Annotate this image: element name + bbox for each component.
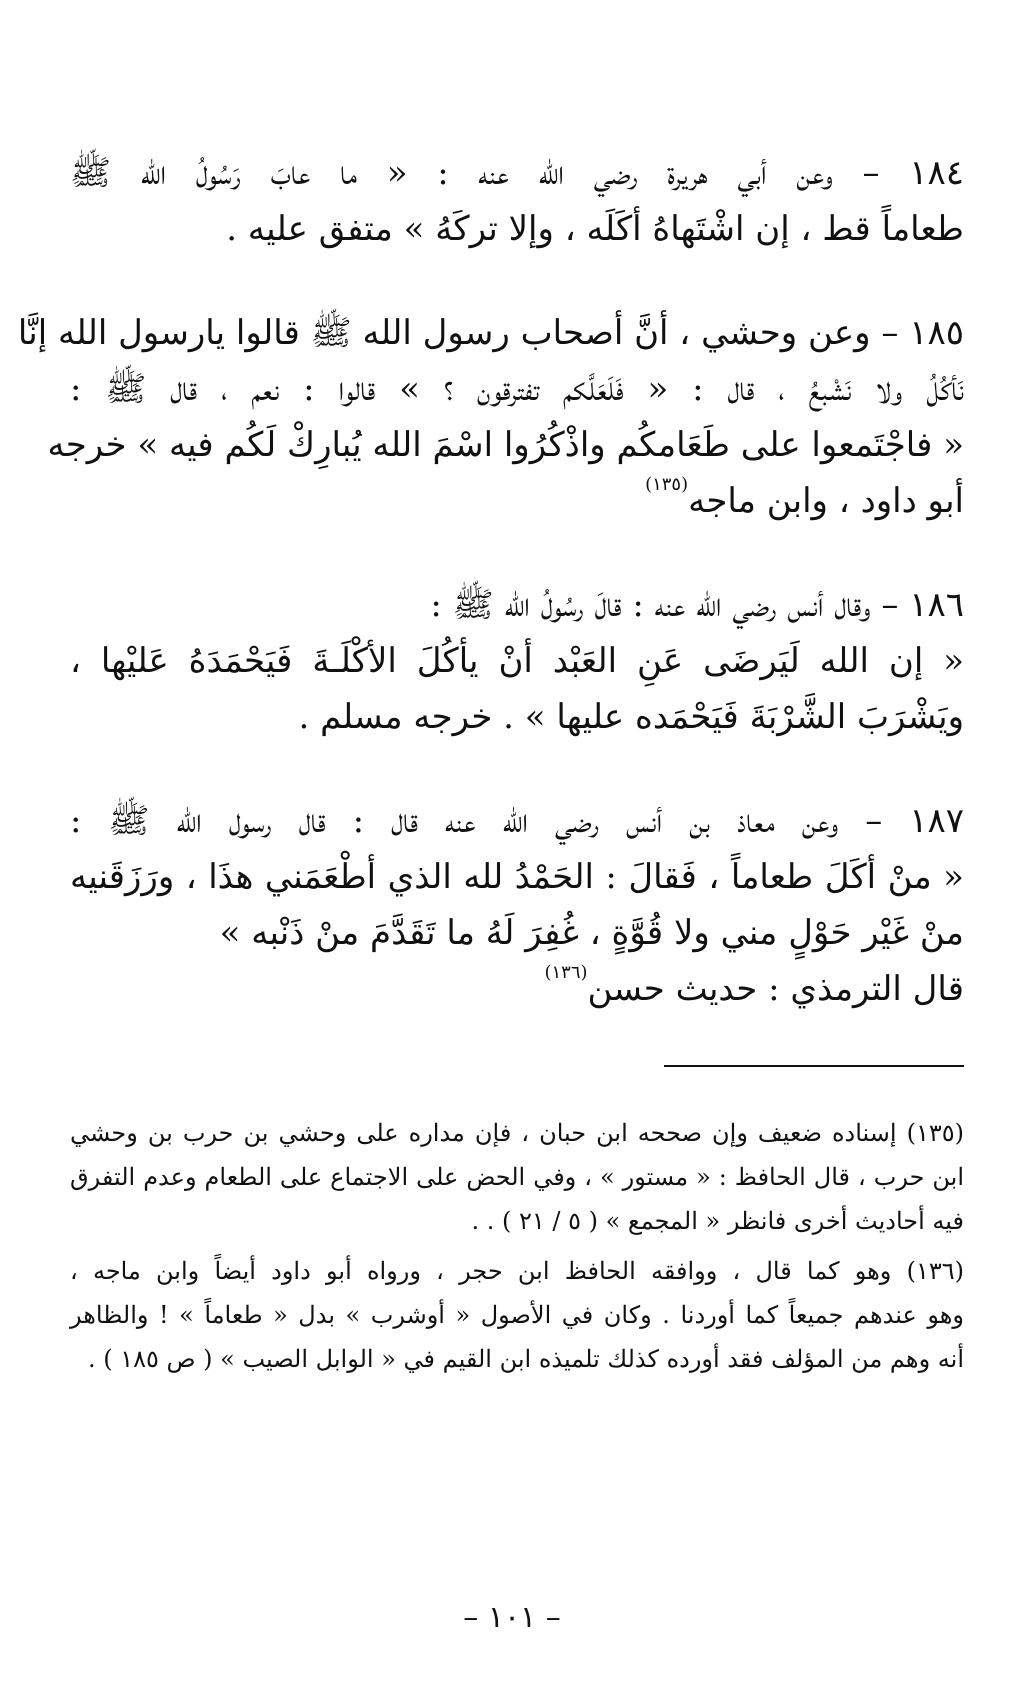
text-line: نَأكُلُ ولا نَشْبعُ ، قال : « فَلَعَلَّكم تفترقون ؟ » قالوا : نعم ، قال ﷺ : — [70, 369, 964, 409]
text-segment: قال الترمذي : حديث حسن — [587, 969, 964, 1009]
text-segment: أبو داود ، وابن ماجه — [688, 481, 964, 521]
footnote-divider — [664, 1065, 964, 1067]
text-line-with-footnote: أبو داود ، وابن ماجه(١٣٥) — [645, 473, 964, 521]
text-line: « منْ أكَلَ طعاماً ، فَقالَ : الحَمْدُ لله الذي أطْعَمَني هذَا ، ورَزَقَنيه — [70, 857, 964, 897]
text-line: « إن الله لَيَرضَى عَنِ العَبْد أنْ يأكُلَ الأكْلَـةَ فَيَحْمَدَهُ عَليْها ، — [70, 641, 965, 681]
text-line: طعاماً قط ، إن اشْتَهاهُ أكَلَه ، وإلا تركَهُ » متفق عليه . — [226, 209, 964, 249]
text-line: ١٨٧ – وعن معاذ بن أنس رضي الله عنه قال : قال رسول الله ﷺ : — [70, 801, 964, 841]
page-number: – ١٠١ – — [463, 1600, 561, 1635]
hadith-186 — [70, 577, 964, 745]
footnote-line: (١٣٦) وهو كما قال ، ووافقه الحافظ ابن حجر ، ورواه أبو داود أيضاً وابن ماجه ، — [70, 1257, 964, 1285]
text-line: « فاجْتَمعوا على طَعَامكُم واذْكُرُوا اسْمَ الله يُبارِكْ لَكُم فيه » خرجه — [47, 425, 964, 465]
text-line: ويَشْرَبَ الشَّرْبَةَ فَيَحْمَده عليها » . خرجه مسلم . — [298, 697, 964, 737]
text-line: ١٨٦ – وقال أنس رضي الله عنه : قالَ رسُولُ الله ﷺ : — [430, 585, 964, 625]
footnote-line: أنه وهم من المؤلف فقد أورده كذلك تلميذه ابن القيم في « الوابل الصيب » ( ص ١٨٥ ) . — [87, 1345, 964, 1373]
hadith-185 — [17, 305, 964, 529]
footnote-136 — [70, 1249, 964, 1381]
text-line: ١٨٤ – وعن أبي هريرة رضي الله عنه : « ما عابَ رَسُولُ الله ﷺ — [70, 153, 964, 193]
footnote-line: فيه أحاديث أخرى فانظر « المجمع » ( ٥ / ٢١ ) . . — [471, 1207, 964, 1235]
footnote-line: ابن حرب ، قال الحافظ : « مستور » ، وفي الحض على الاجتماع على الطعام وعدم التفرق — [70, 1163, 964, 1191]
footnote-135 — [70, 1111, 964, 1243]
text-line: منْ غَيْر حَوْلٍ مني ولا قُوَّةٍ ، غُفِرَ لَهُ ما تَقَدَّمَ منْ ذَنْبه » — [219, 913, 964, 953]
footnote-line: وهو عندهم جميعاً كما أوردنا . وكان في الأصول « أوشرب » بدل « طعاماً » ! والظاهر — [70, 1301, 964, 1329]
text-line: ١٨٥ – وعن وحشي ، أنَّ أصحاب رسول الله ﷺ قالوا يارسول الله إنَّا — [17, 313, 964, 353]
hadith-187 — [70, 793, 964, 1017]
hadith-184 — [70, 145, 964, 257]
text-line-with-footnote: قال الترمذي : حديث حسن(١٣٦) — [544, 961, 964, 1009]
footnote-line: (١٣٥) إسناده ضعيف وإن صححه ابن حبان ، فإن مداره على وحشي بن حرب بن وحشي — [70, 1119, 965, 1147]
